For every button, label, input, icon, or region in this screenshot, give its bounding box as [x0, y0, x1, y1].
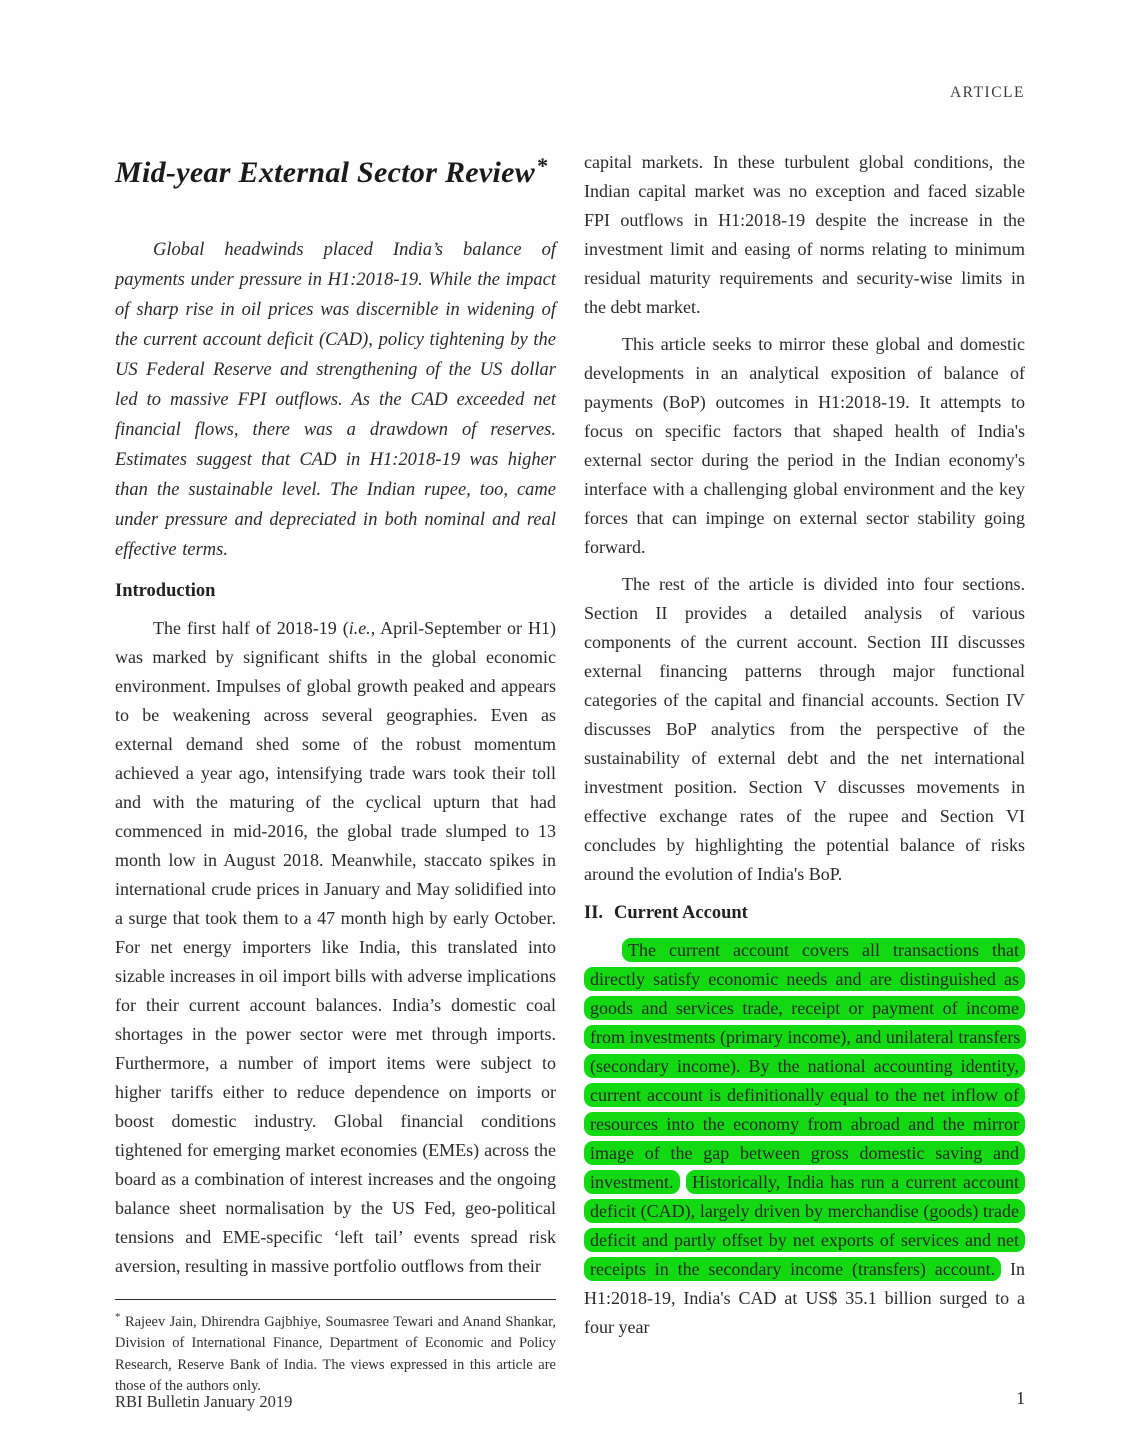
intro-segment-2: , April-September or H1) was marked by significant shifts in the global economic environment. Impulses of global growth peaked and appears to be weakening across several geographies. Even as external demand shed some of the robust momentum achieved a year ago, intensifying trade wars took their toll and with the maturing of the cyclical upturn that had commenced in mid-2016, the global trade slumped to 13 month low in August 2018. Meanwhile, staccato spikes in international crude prices in January and May solidified into a surge that took them to a 47 month high by early October. For net energy importers like India, this translated into sizable increases in oil import bills with adverse implications for their current account balances. India’s domestic coal shortages in the power sector were met through imports. Furthermore, a number of import items were subject to higher tariffs either to reduce dependence on imports or boost domestic industry. Global financial conditions tightened for emerging market economies (EMEs) across the board as a combination of interest increases and the ongoing balance sheet normalisation by the US Fed, geo-political tensions and EME-specific ‘left tail’ events spread risk aversion, resulting in massive portfolio outflows from their — [115, 618, 556, 1276]
introduction-heading: Introduction — [115, 581, 216, 601]
paragraph-article-seeks: This article seeks to mirror these global and domestic developments in an analytical exposition of balance of payments (BoP) outcomes in H1:2018-19. It attempts to focus on specific factors that shaped health of India's external sector during the period in the Indian economy's interface with a challenging global environment and the key forces that can impinge on external sector stability going forward. — [584, 334, 1025, 557]
current-account-heading — [584, 903, 1025, 924]
page-title-text: Mid-year External Sector Review — [115, 156, 536, 189]
introduction-paragraph — [115, 614, 556, 1281]
footnote-block — [115, 1299, 556, 1398]
highlighted-text-2: Historically, India has run a current account deficit (CAD), largely driven by merchandise (goods) trade deficit and partly offset by net exports of services and net receipts in the secondary income (transfers) account. — [584, 1170, 1025, 1281]
intro-segment-italic: i.e. — [348, 618, 371, 638]
footnote-marker: * — [115, 1311, 121, 1323]
paragraph-capital-markets: capital markets. In these turbulent global conditions, the Indian capital market was no exception and faced sizable FPI outflows in H1:2018-19 despite the increase in the investment limit and easing of norms relating to minimum residual maturity requirements and security-wise limits in the debt market. — [584, 152, 1025, 317]
page-title — [115, 148, 556, 191]
title-footnote-marker: * — [537, 153, 549, 178]
highlighted-text-1: The current account covers all transactions that directly satisfy economic needs and are distinguished as goods and services trade, receipt or payment of income from investments (primary income), and unilateral transfers (secondary income). By the national accounting identity, current account is definitionally equal to the net inflow of resources into the economy from abroad and the mirror image of the gap between gross domestic saving and investment. — [584, 938, 1026, 1194]
section-title: Current Account — [614, 903, 748, 923]
current-account-paragraph — [584, 936, 1025, 1342]
abstract-paragraph: Global headwinds placed India’s balance of payments under pressure in H1:2018-19. While the impact of sharp rise in oil prices was discernible in widening of the current account deficit (CAD), policy tightening by the US Federal Reserve and strengthening of the US dollar led to massive FPI outflows. As the CAD exceeded net financial flows, there was a drawdown of reserves. Estimates suggest that CAD in H1:2018-19 was higher than the sustainable level. The Indian rupee, too, came under pressure and depreciated in both nominal and real effective terms. — [115, 240, 556, 560]
section-number: II. — [584, 903, 604, 923]
left-column — [115, 148, 556, 1398]
intro-segment-1: The first half of 2018-19 ( — [153, 618, 349, 638]
footer-publication: RBI Bulletin January 2019 — [115, 1392, 293, 1411]
right-column — [584, 148, 1025, 1350]
paragraph-rest-of-article: The rest of the article is divided into four sections. Section II provides a detailed analysis of various components of the current account. Section III discusses external financing patterns through major functional categories of the capital and financial accounts. Section IV discusses BoP analytics from the perspective of the sustainability of external debt and the net international investment position. Section V discusses movements in effective exchange rates of the rupee and Section VI concludes by highlighting the potential balance of risks around the evolution of India's BoP. — [584, 574, 1025, 884]
footnote-text: Rajeev Jain, Dhirendra Gajbhiye, Soumasree Tewari and Anand Shankar, Division of International Finance, Department of Economic and Policy Research, Reserve Bank of India. The views expressed in this article are those of the authors only. — [115, 1313, 556, 1395]
after-highlight-text: In H1:2018-19, India's CAD at US$ 35.1 billion surged to a four year — [584, 1259, 1025, 1337]
footer-page-number: 1 — [1016, 1388, 1025, 1408]
article-header-label: ARTICLE — [949, 84, 1025, 101]
